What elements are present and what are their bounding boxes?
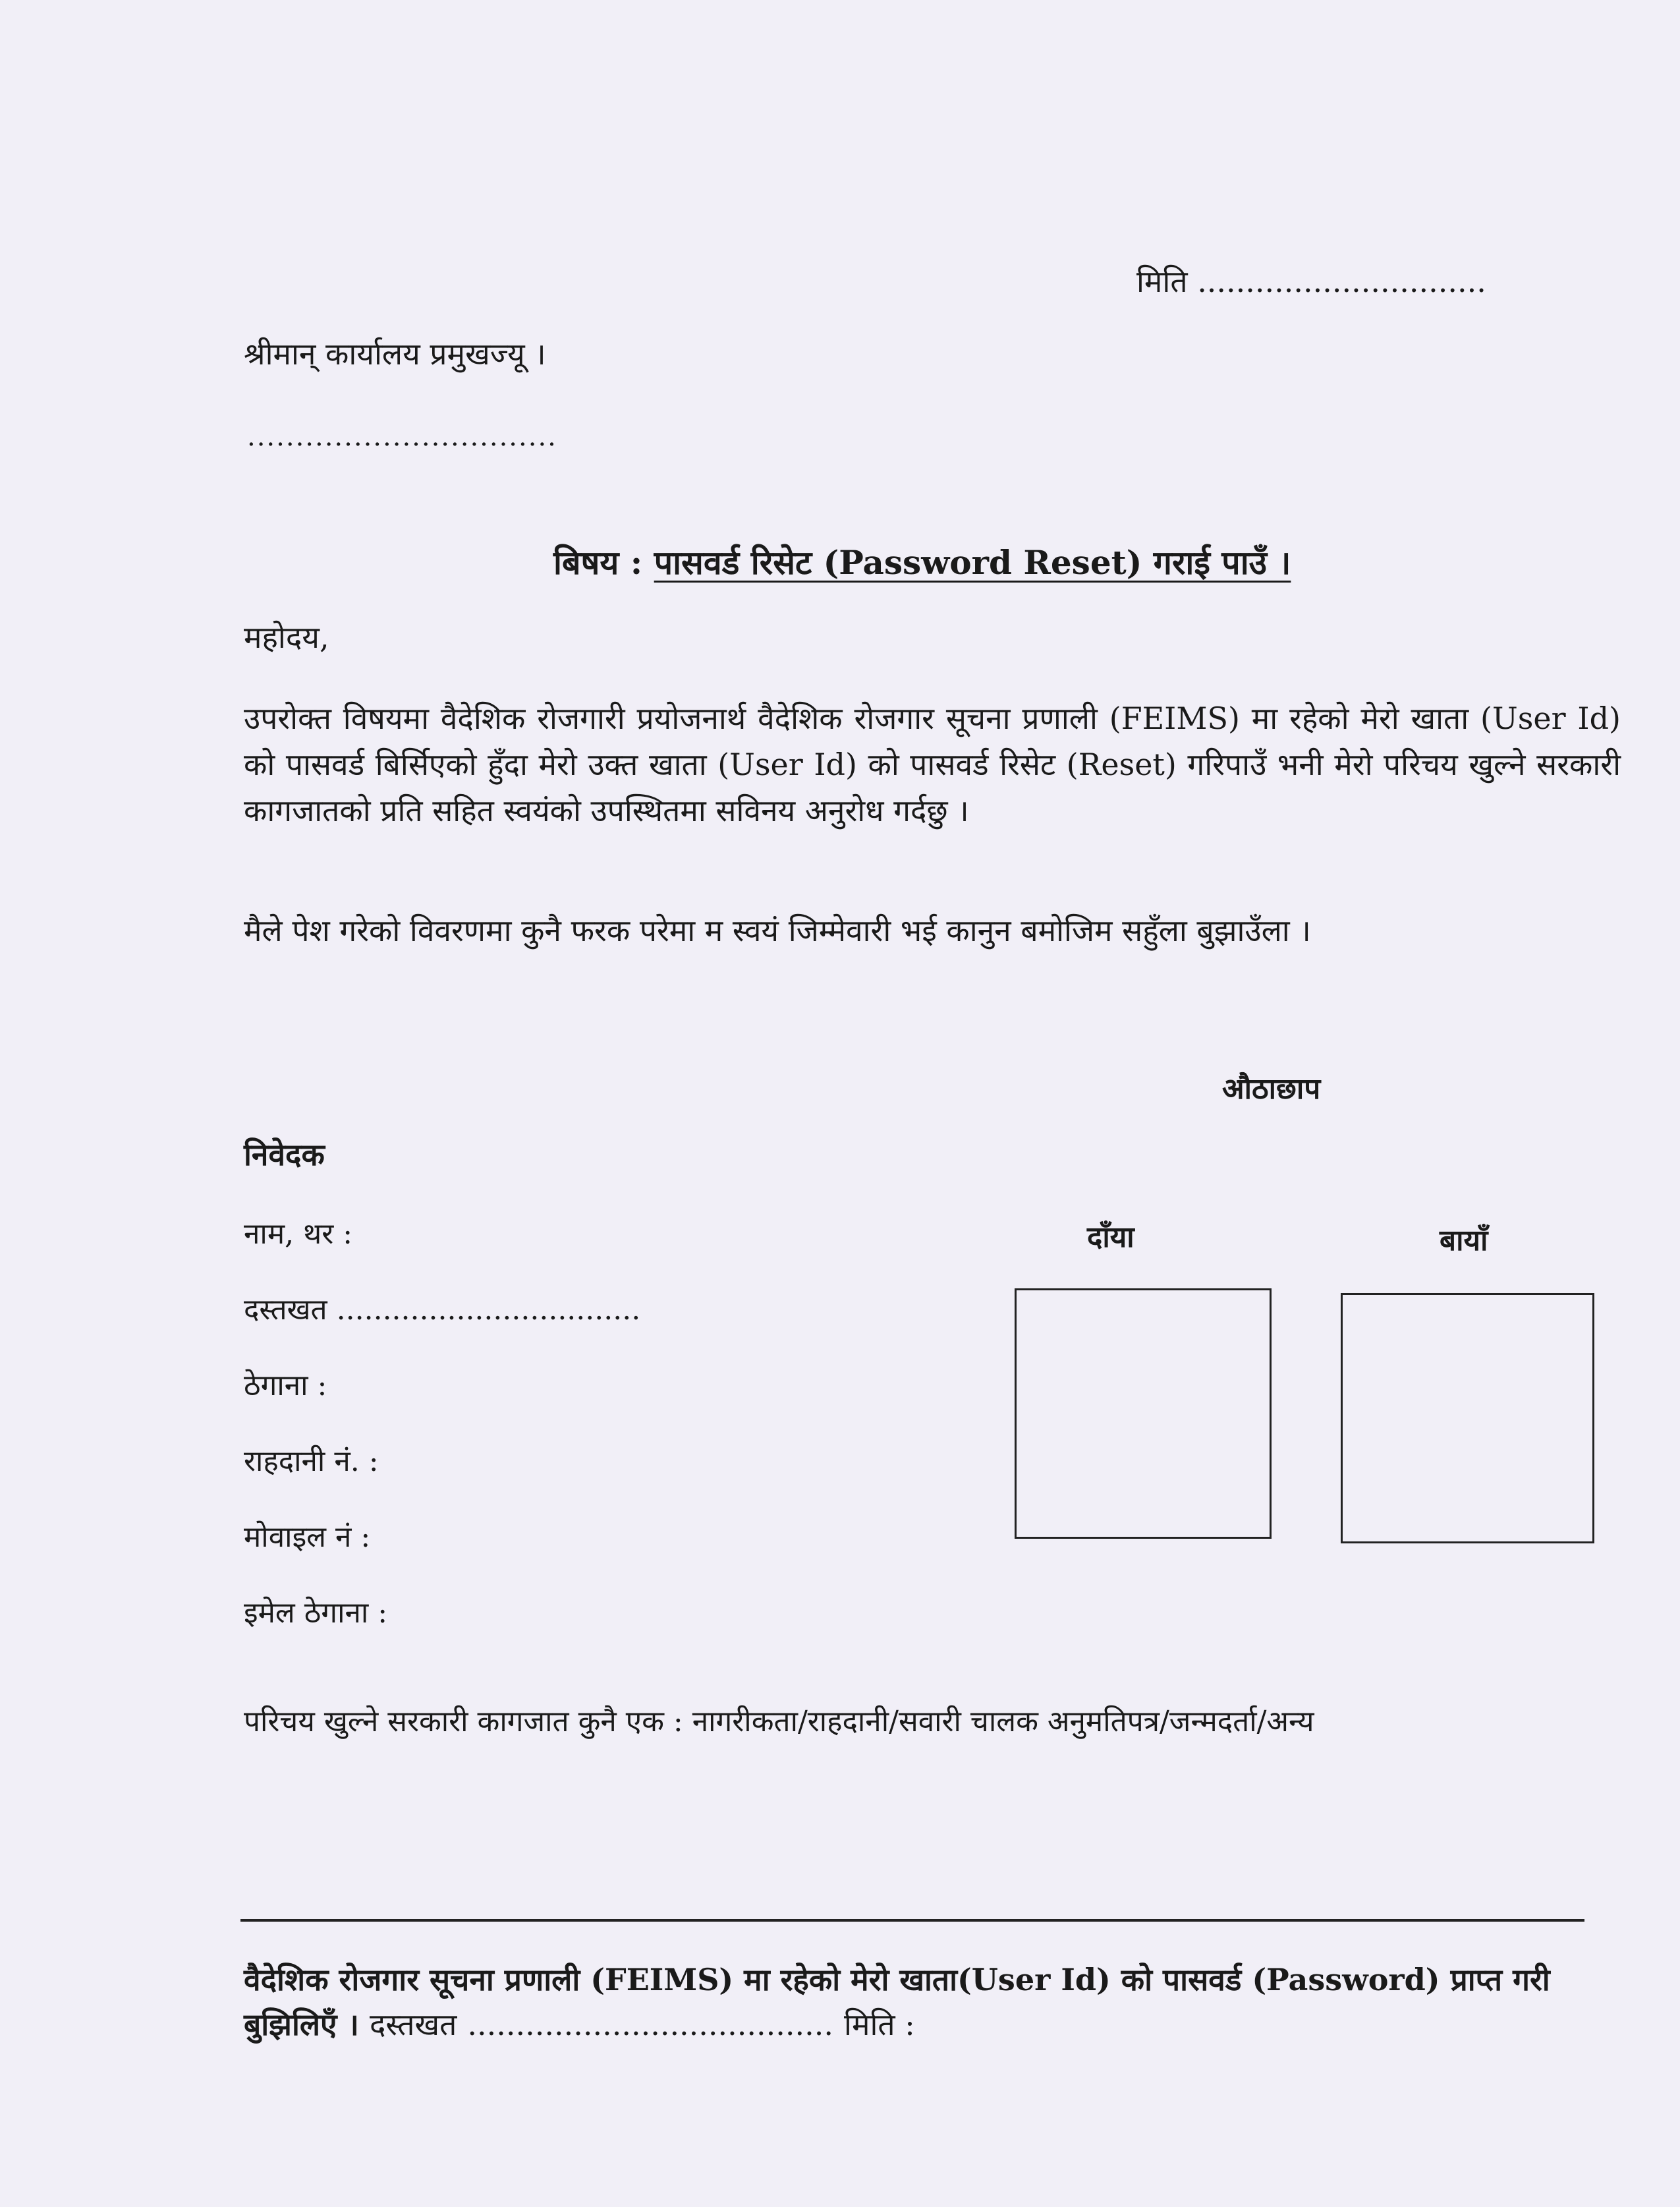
passport-field[interactable] bbox=[244, 1440, 379, 1479]
right-thumb-label: दाँया bbox=[1087, 1220, 1134, 1254]
date-label: मिति bbox=[1136, 264, 1188, 299]
date-line bbox=[1136, 260, 1486, 301]
id-documents-note: परिचय खुल्ने सरकारी कागजात कुनै एक : नागरीकता/राहदानी/सवारी चालक अनुमतिपत्र/जन्मदर्ता/अन्य bbox=[244, 1705, 1314, 1738]
passport-label: राहदानी नं. : bbox=[244, 1445, 379, 1478]
applicant-title: निवेदक bbox=[244, 1137, 325, 1172]
signature-blank[interactable]: ................................. bbox=[336, 1293, 641, 1327]
email-field[interactable] bbox=[244, 1591, 387, 1631]
thumbprint-title: औठाछाप bbox=[1222, 1072, 1321, 1106]
declaration: मैले पेश गरेको विवरणमा कुनै फरक परेमा म स्वयं जिम्मेवारी भई कानुन बमोजिम सहुँला बुझाउँला । bbox=[244, 913, 1311, 948]
mobile-field[interactable] bbox=[244, 1516, 370, 1555]
office-blank[interactable]: ................................ bbox=[247, 422, 557, 452]
address-label: ठेगाना : bbox=[244, 1369, 327, 1402]
signature-label: दस्तखत bbox=[244, 1293, 327, 1327]
receipt-signature-blank[interactable]: ...................................... bbox=[467, 2007, 834, 2042]
receipt-date-label: मिति : bbox=[844, 2007, 915, 2042]
greeting: महोदय, bbox=[244, 619, 329, 655]
left-thumbprint-box[interactable] bbox=[1341, 1293, 1594, 1543]
receipt-text: वैदेशिक रोजगार सूचना प्रणाली (FEIMS) मा रहेको मेरो खाता(User Id) को पासवर्ड (Password) प्राप्त गरी बुझिलिएँ । bbox=[244, 1962, 1550, 2042]
email-label: इमेल ठेगाना : bbox=[244, 1596, 388, 1630]
salutation: श्रीमान् कार्यालय प्रमुखज्यू । bbox=[244, 336, 546, 372]
subject-label: बिषय : bbox=[553, 543, 643, 582]
date-blank[interactable]: .............................. bbox=[1197, 264, 1486, 299]
address-field[interactable] bbox=[244, 1364, 327, 1404]
name-label: नाम, थर : bbox=[244, 1217, 353, 1251]
request-paragraph: उपरोक्त विषयमा वैदेशिक रोजगारी प्रयोजनार्थ वैदेशिक रोजगार सूचना प्रणाली (FEIMS) मा रहेको मेरो खाता (User Id) को पासवर्ड बिर्सिएको हुँदा मेरो उक्त खाता (User Id) को पासवर्ड रिसेट (Reset) गरिपाउँ भनी मेरो परिचय खुल्ने सरकारी कागजातको प्रति सहित स्वयंको उपस्थितमा सविनय अनुरोध गर्दछु । bbox=[244, 701, 1621, 828]
left-thumb-label: बायाँ bbox=[1440, 1224, 1488, 1257]
name-field[interactable] bbox=[244, 1213, 352, 1252]
section-divider bbox=[240, 1919, 1584, 1922]
receipt-signature-label: दस्तखत bbox=[369, 2007, 457, 2042]
subject-line bbox=[553, 539, 1291, 584]
receipt-acknowledgement bbox=[244, 1957, 1608, 2047]
right-thumbprint-box[interactable] bbox=[1015, 1288, 1272, 1539]
signature-field[interactable] bbox=[244, 1288, 640, 1328]
mobile-label: मोवाइल नं : bbox=[244, 1520, 371, 1554]
subject-text: पासवर्ड रिसेट (Password Reset) गराई पाउँ । bbox=[654, 543, 1291, 582]
